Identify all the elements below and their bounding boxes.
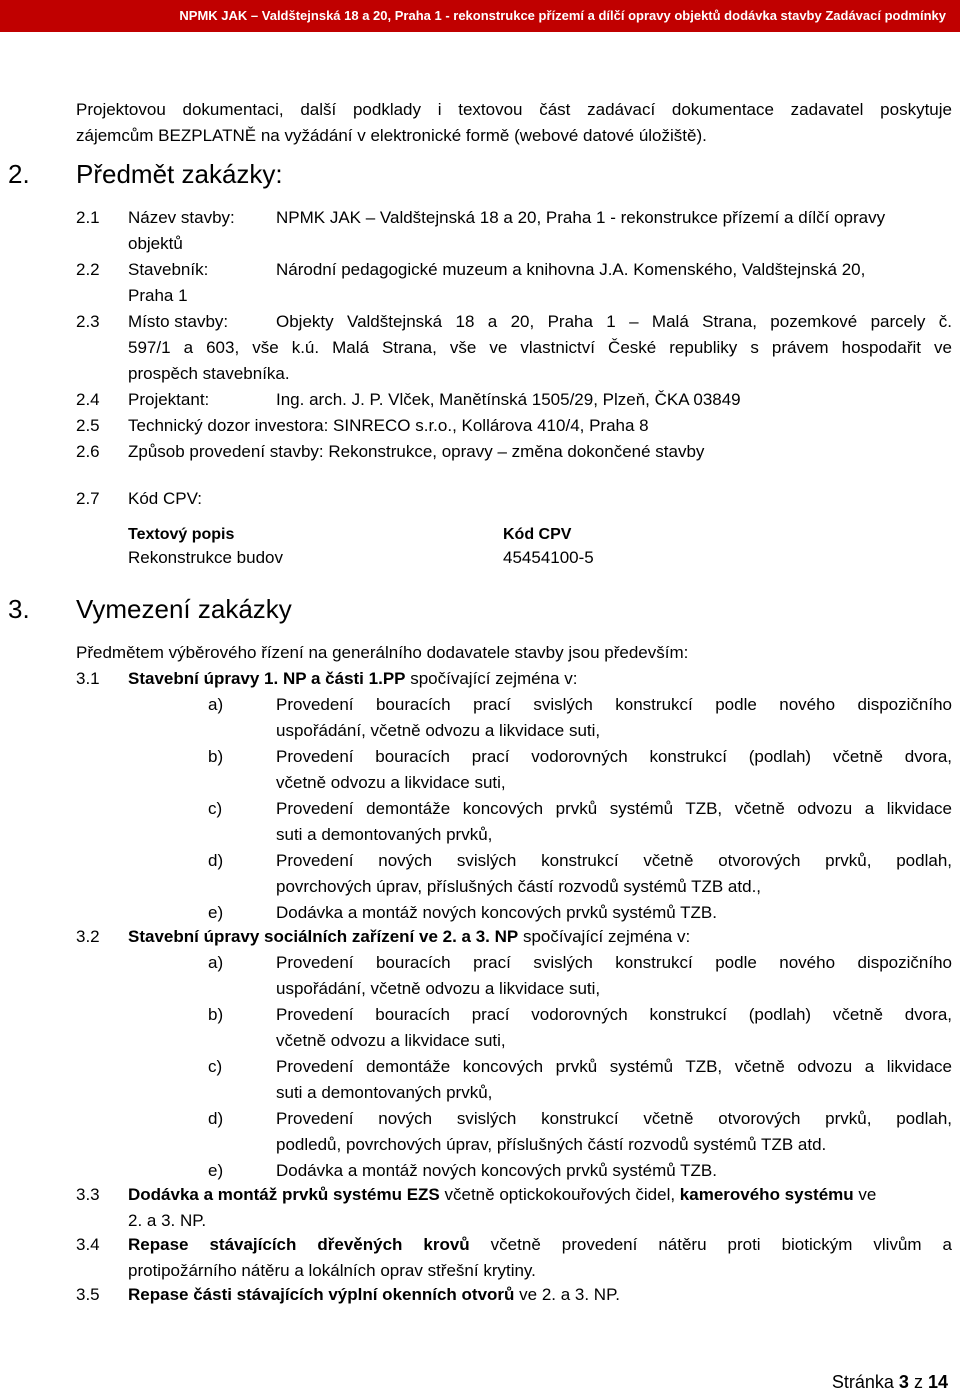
item-3-2-b-line-2: včetně odvozu a likvidace suti,: [276, 1031, 506, 1050]
item-3-1-c-line-1: Provedení demontáže koncových prvků systémů TZB, včetně odvozu a likvidace: [276, 799, 952, 818]
item-2-2-number: 2.2: [76, 260, 100, 279]
item-3-2-d-letter: d): [208, 1109, 224, 1128]
item-2-4-number: 2.4: [76, 390, 100, 409]
item-3-2-bold-b: NP: [494, 927, 519, 946]
item-3-5-bold-a: Repase části stávajících výplní okenních otvorů: [128, 1285, 515, 1304]
item-3-2-a-line-1: Provedení bouracích prací svislých konstrukcí podle nového dispozičního: [276, 953, 952, 972]
intro-line-1: Projektovou dokumentaci, další podklady i textovou část zadávací dokumentace zadavatel poskytuje: [76, 100, 952, 119]
item-3-4-mid-a: včetně provedení nátěru proti biotickým vlivům a: [469, 1235, 952, 1254]
item-2-1-value-line-1: NPMK JAK – Valdštejnská 18 a 20, Praha 1 - rekonstrukce přízemí a dílčí opravy: [276, 208, 886, 227]
item-2-3-number: 2.3: [76, 312, 100, 331]
item-3-1-d-line-1: Provedení nových svislých konstrukcí včetně otvorových prvků, podlah,: [276, 851, 952, 870]
item-2-7-label: Kód CPV:: [128, 489, 203, 508]
footer-label: Stránka: [831, 1372, 894, 1392]
item-3-5-number: 3.5: [76, 1285, 100, 1304]
item-3-2-a-line-2: uspořádání, včetně odvozu a likvidace suti,: [276, 979, 601, 998]
item-3-2-d-line-1: Provedení nových svislých konstrukcí včetně otvorových prvků, podlah,: [276, 1109, 952, 1128]
item-3-2-b-letter: b): [208, 1005, 224, 1024]
cpv-col1-value: Rekonstrukce budov: [128, 548, 283, 567]
item-3-1-d-line-2: povrchových úprav, příslušných částí rozvodů systémů TZB atd.,: [276, 877, 762, 896]
item-3-2-c-line-2: suti a demontovaných prvků,: [276, 1083, 493, 1102]
item-3-1-b-letter: b): [208, 747, 224, 766]
item-3-1-rest: spočívající zejména v:: [405, 669, 578, 688]
item-3-1-e-line-1: Dodávka a montáž nových koncových prvků systémů TZB.: [276, 903, 717, 922]
cpv-col2-value: 45454100-5: [503, 548, 594, 567]
section-3-title: Vymezení zakázky: [76, 594, 292, 624]
item-3-2-heading: [128, 924, 690, 950]
item-3-1-b-line-2: včetně odvozu a likvidace suti,: [276, 773, 506, 792]
item-2-5-text: Technický dozor investora: SINRECO s.r.o., Kollárova 410/4, Praha 8: [128, 416, 649, 435]
item-3-3-line-2: 2. a 3. NP.: [128, 1211, 207, 1230]
item-2-2-value-line-2: Praha 1: [128, 286, 188, 305]
item-2-5-number: 2.5: [76, 416, 100, 435]
item-2-3-value-line-1: Objekty Valdštejnská 18 a 20, Praha 1 – Malá Strana, pozemkové parcely č.: [276, 312, 952, 331]
item-3-4-bold-a: Repase stávajících dřevěných krovů: [128, 1235, 470, 1254]
item-3-4-number: 3.4: [76, 1235, 100, 1254]
item-3-1-bold-a: Stavební úpravy 1. NP a části 1.: [128, 669, 383, 688]
footer-page: 3: [898, 1372, 909, 1392]
item-3-2-number: 3.2: [76, 927, 100, 946]
item-3-1-d-letter: d): [208, 851, 224, 870]
item-3-1-a-line-1: Provedení bouracích prací svislých konstrukcí podle nového dispozičního: [276, 695, 952, 714]
cpv-col1-header: Textový popis: [128, 526, 235, 543]
item-2-3-value-line-2: 597/1 a 603, vše k.ú. Malá Strana, vše ve vlastnictví České republiky s právem hospodařit ve: [128, 338, 952, 357]
section-3-intro: Předmětem výběrového řízení na generálního dodavatele stavby jsou především:: [76, 643, 689, 662]
item-3-1-number: 3.1: [76, 669, 100, 688]
item-3-5-mid-a: ve 2. a 3. NP.: [514, 1285, 620, 1304]
item-3-3-mid-b: ve: [853, 1185, 877, 1204]
item-3-1-c-letter: c): [208, 799, 223, 818]
item-3-2-b-line-1: Provedení bouracích prací vodorovných konstrukcí (podlah) včetně dvora,: [276, 1005, 952, 1024]
footer-total: 14: [927, 1372, 948, 1392]
item-3-2-e-line-1: Dodávka a montáž nových koncových prvků systémů TZB.: [276, 1161, 717, 1180]
item-3-1-c-line-2: suti a demontovaných prvků,: [276, 825, 493, 844]
item-3-2-c-line-1: Provedení demontáže koncových prvků systémů TZB, včetně odvozu a likvidace: [276, 1057, 952, 1076]
item-3-1-a-line-2: uspořádání, včetně odvozu a likvidace suti,: [276, 721, 601, 740]
item-3-4-line-2: protipožárního nátěru a lokálních oprav střešní krytiny.: [128, 1261, 536, 1280]
item-3-3-line-1: [128, 1182, 876, 1208]
item-2-2-label: Stavebník:: [128, 260, 209, 279]
item-2-6-text: Způsob provedení stavby: Rekonstrukce, opravy – změna dokončené stavby: [128, 442, 705, 461]
item-2-1-number: 2.1: [76, 208, 100, 227]
section-3-number: 3.: [8, 594, 30, 624]
item-2-4-label: Projektant:: [128, 390, 210, 409]
item-3-3-bold-a: Dodávka a montáž prvků systému EZS: [128, 1185, 440, 1204]
section-2-title: Předmět zakázky:: [76, 159, 283, 189]
item-3-5-line-1: [128, 1282, 620, 1308]
section-2-number: 2.: [8, 159, 30, 189]
item-3-1-bold-b: PP: [382, 669, 406, 688]
item-3-3-mid-a: včetně optickokouřových čidel,: [439, 1185, 680, 1204]
item-3-2-bold-a: Stavební úpravy sociálních zařízení ve 2. a 3.: [128, 927, 490, 946]
header-bar: [0, 0, 960, 32]
cpv-col2-header: Kód CPV: [503, 526, 572, 543]
item-3-1-b-line-1: Provedení bouracích prací vodorovných konstrukcí (podlah) včetně dvora,: [276, 747, 952, 766]
item-3-2-a-letter: a): [208, 953, 224, 972]
item-2-6-number: 2.6: [76, 442, 100, 461]
page-footer: [832, 1372, 948, 1393]
item-3-2-d-line-2: podledů, povrchových úprav, příslušných částí rozvodů systémů TZB atd.: [276, 1135, 827, 1154]
item-3-1-e-letter: e): [208, 903, 224, 922]
item-3-4-line-1: [128, 1232, 952, 1258]
item-2-4-value: Ing. arch. J. P. Vlček, Manětínská 1505/29, Plzeň, ČKA 03849: [276, 390, 741, 409]
item-3-2-rest: spočívající zejména v:: [518, 927, 691, 946]
item-2-1-label: Název stavby:: [128, 208, 235, 227]
item-2-3-label: Místo stavby:: [128, 312, 229, 331]
item-2-3-value-line-3: prospěch stavebníka.: [128, 364, 290, 383]
item-3-2-e-letter: e): [208, 1161, 224, 1180]
item-2-1-value-line-2: objektů: [128, 234, 183, 253]
item-2-2-value-line-1: Národní pedagogické muzeum a knihovna J.A. Komenského, Valdštejnská 20,: [276, 260, 866, 279]
header-title: NPMK JAK – Valdštejnská 18 a 20, Praha 1 - rekonstrukce přízemí a dílčí opravy objektů dodávka stavby Zadávací podmínky: [179, 8, 946, 23]
item-3-3-number: 3.3: [76, 1185, 100, 1204]
item-2-7-number: 2.7: [76, 489, 100, 508]
item-3-1-heading: [128, 666, 577, 692]
footer-of: z: [913, 1372, 923, 1392]
item-3-3-bold-b: kamerového systému: [679, 1185, 854, 1204]
item-3-1-a-letter: a): [208, 695, 224, 714]
item-3-2-c-letter: c): [208, 1057, 223, 1076]
intro-line-2: zájemcům BEZPLATNĚ na vyžádání v elektronické formě (webové datové úložiště).: [76, 126, 707, 145]
